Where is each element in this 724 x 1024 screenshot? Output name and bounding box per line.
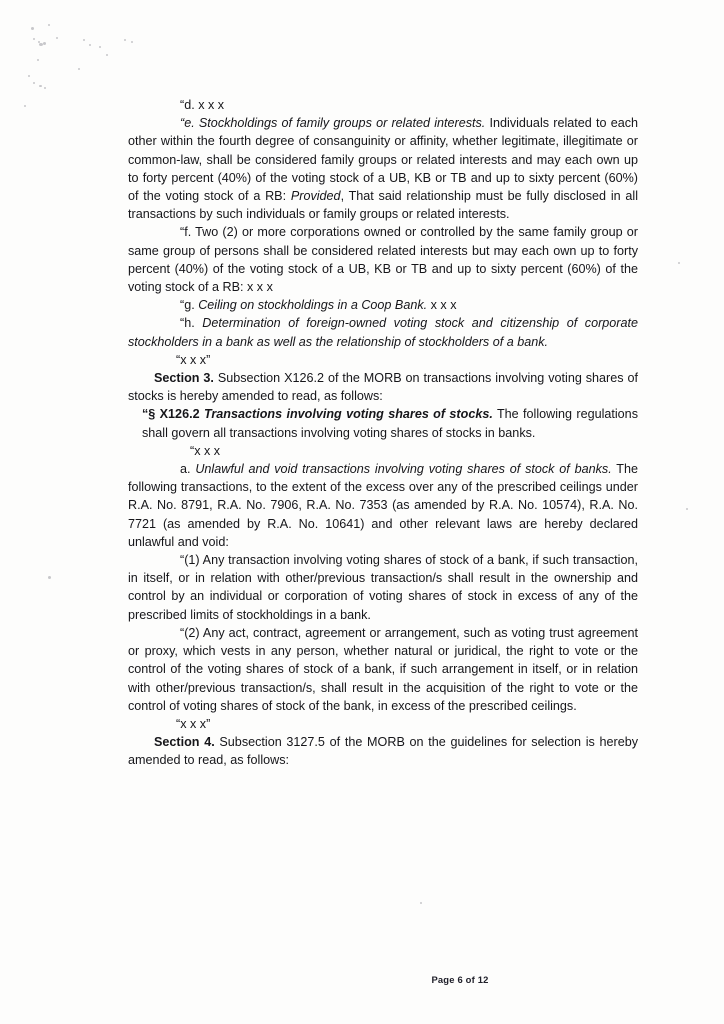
paragraph-e-tail: , That said relationship must be fully disclosed in all transactions by such individuals or family groups or related interests. bbox=[128, 189, 638, 222]
scan-speckle bbox=[83, 39, 85, 41]
scan-speckle bbox=[43, 42, 46, 45]
paragraph-e-title: “e. Stockholdings of family groups or related interests. bbox=[180, 116, 486, 131]
scan-speckle bbox=[31, 27, 34, 30]
paragraph-h-title: Determination of foreign-owned voting stock and citizenship of corporate stockholders in a bank as well as the relationship of stockholders of a bank. bbox=[128, 316, 638, 349]
paragraph-a-title: Unlawful and void transactions involving voting shares of stock of banks. bbox=[195, 462, 612, 477]
paragraph-item-2 bbox=[128, 624, 638, 715]
scan-speckle bbox=[420, 902, 422, 904]
paragraph-h-lead: “h. bbox=[180, 316, 203, 331]
page-footer bbox=[0, 970, 724, 988]
scan-speckle bbox=[33, 82, 35, 84]
scan-speckle bbox=[106, 54, 108, 56]
scan-speckle bbox=[33, 38, 35, 40]
xxx-marker-text: “x x x” bbox=[176, 716, 211, 731]
scan-speckle bbox=[48, 24, 50, 26]
xxx-marker-open bbox=[142, 442, 638, 460]
section-4-label: Section 4. bbox=[154, 735, 215, 750]
paragraph-g-title: Ceiling on stockholdings in a Coop Bank. bbox=[198, 298, 428, 313]
scan-speckle bbox=[48, 576, 51, 579]
scan-speckle bbox=[44, 87, 46, 89]
paragraph-d-text: “d. x x x bbox=[180, 98, 225, 112]
paragraph-e-body: Individuals related to each other within the fourth degree of consanguinity or affinity, whether legitimate, illegitimate or common-law, shall be considered family groups or related interests and may each own up to forty percent (40%) of the voting stock of a UB, KB or TB and up to sixty percent (60%) of the voting stock of a RB: bbox=[128, 116, 638, 204]
section-3-paragraph bbox=[128, 369, 638, 405]
scan-speckle bbox=[78, 68, 80, 70]
x1262-body: The following regulations shall govern all transactions involving voting shares of stocks in banks. bbox=[142, 407, 638, 440]
section-4-paragraph bbox=[128, 733, 638, 769]
xxx-marker-text: “x x x” bbox=[176, 352, 211, 367]
paragraph-item-1 bbox=[128, 551, 638, 624]
document-text-body bbox=[128, 96, 638, 770]
quoted-subsection-x1262 bbox=[142, 405, 638, 460]
paragraph-g bbox=[128, 296, 638, 314]
scan-speckle bbox=[124, 39, 126, 41]
scan-speckle bbox=[28, 75, 30, 77]
paragraph-e-provided: Provided bbox=[290, 189, 341, 204]
xxx-marker-text: “x x x bbox=[190, 443, 221, 458]
scan-speckle bbox=[131, 41, 133, 43]
xxx-marker-closing-1 bbox=[128, 351, 638, 369]
x1262-title: Transactions involving voting shares of stocks. bbox=[203, 407, 493, 422]
paragraph-f bbox=[128, 223, 638, 296]
paragraph-g-tail: x x x bbox=[427, 298, 457, 313]
scan-speckle bbox=[686, 508, 688, 510]
paragraph-h bbox=[128, 314, 638, 350]
scan-speckle bbox=[39, 43, 43, 46]
x1262-lead: “§ X126.2 bbox=[142, 407, 204, 422]
page-number-label: Page 6 of 12 bbox=[431, 974, 489, 985]
paragraph-item-1-text: “(1) Any transaction involving voting shares of stock of a bank, if such transaction, in itself, or in relation with other/previous transaction/s shall result in the ownership and control by an individual or corporation of voting shares of stock in excess of any of the prescribed limits of stockholdings in a bank. bbox=[128, 553, 638, 622]
paragraph-a-lead: a. bbox=[180, 462, 196, 477]
scan-speckle bbox=[678, 262, 680, 264]
paragraph-a-unlawful bbox=[128, 460, 638, 551]
section-4-body: Subsection 3127.5 of the MORB on the guidelines for selection is hereby amended to read, as follows: bbox=[128, 735, 638, 768]
section-3-body: Subsection X126.2 of the MORB on transactions involving voting shares of stocks is hereby amended to read, as follows: bbox=[128, 371, 638, 404]
paragraph-item-2-text: “(2) Any act, contract, agreement or arrangement, such as voting trust agreement or proxy, which vests in any person, whether natural or juridical, the right to vote or the control of the voting shares of stock of a bank, if such arrangement in itself, or in relation with other/previous transaction/s, shall result in the acquisition of the right to vote or the control of voting shares of stock of the bank, in excess of the prescribed ceilings. bbox=[128, 625, 638, 713]
scan-speckle bbox=[56, 37, 58, 39]
paragraph-d bbox=[128, 96, 638, 114]
paragraph-g-lead: “g. bbox=[180, 298, 199, 313]
scan-speckle bbox=[39, 85, 42, 87]
paragraph-e bbox=[128, 114, 638, 223]
paragraph-a-body: The following transactions, to the extent of the excess over any of the prescribed ceilings under R.A. No. 8791, R.A. No. 7906, R.A. No. 7353 (as amended by R.A. No. 10574), R.A. No. 7721 (as amended by R.A. No. 10641) and other relevant laws are hereby declared unlawful and void: bbox=[128, 462, 638, 549]
scan-speckle bbox=[99, 46, 101, 48]
x1262-paragraph bbox=[142, 405, 638, 441]
section-3-label: Section 3. bbox=[154, 371, 214, 386]
scan-speckle bbox=[89, 44, 91, 46]
scan-speckle bbox=[37, 59, 39, 61]
scan-speckle bbox=[24, 105, 26, 107]
xxx-marker-closing-2 bbox=[128, 715, 638, 733]
paragraph-f-text: “f. Two (2) or more corporations owned or controlled by the same family group or same group of persons shall be considered related interests but may each own up to forty percent (40%) of the voting stock of a UB, KB or TB and up to sixty percent (60%) of the voting stock of a RB: x x x bbox=[128, 225, 638, 295]
